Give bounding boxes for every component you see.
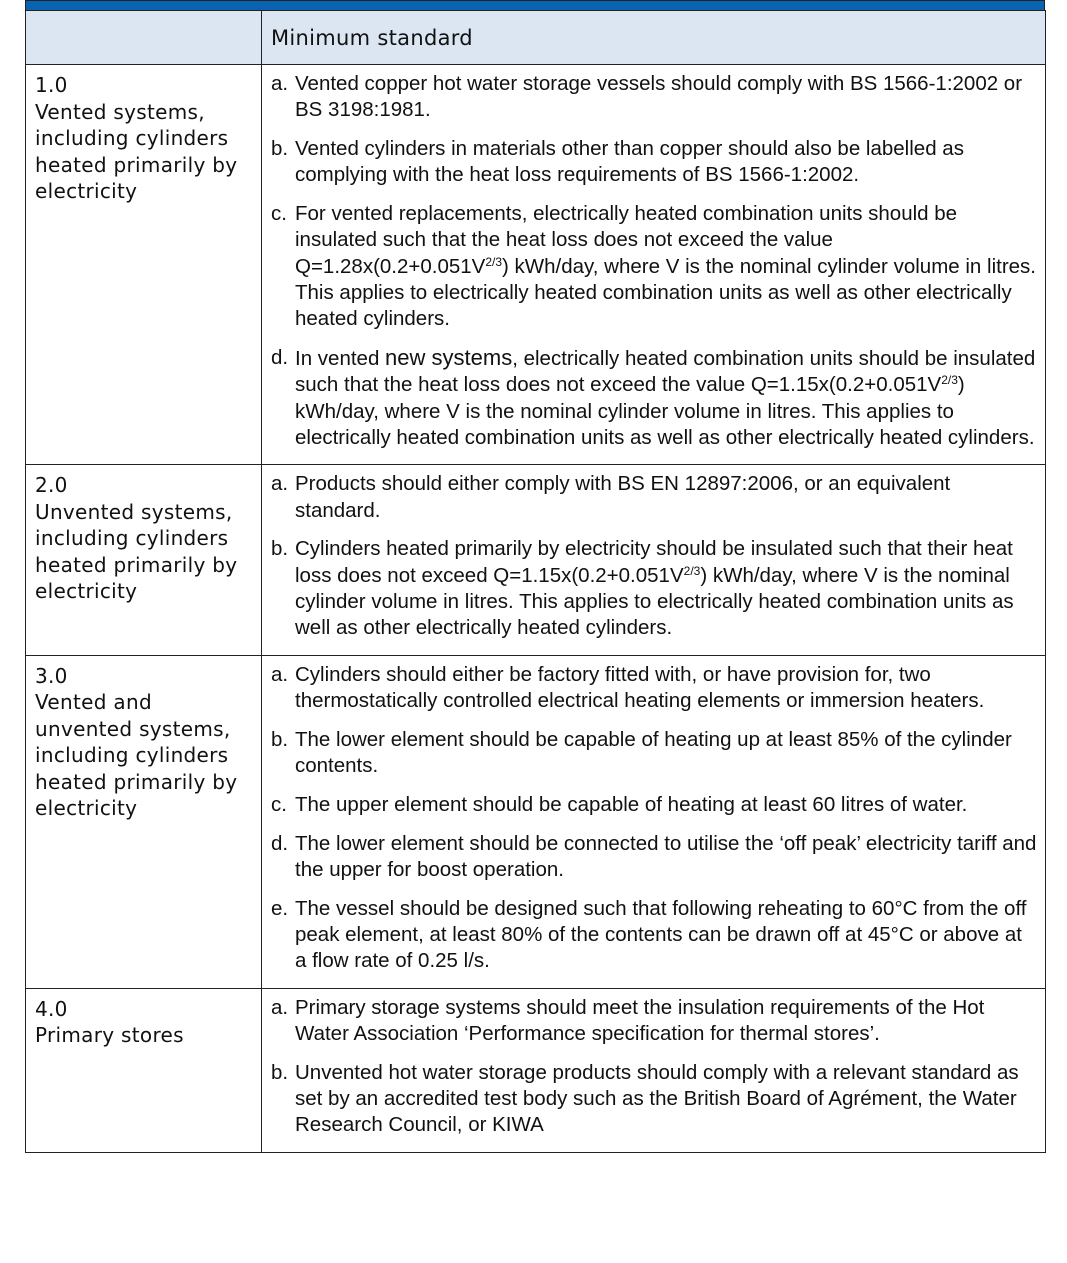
exponent: 2/3: [941, 373, 958, 388]
exponent: 2/3: [683, 563, 701, 578]
header-label: Minimum standard: [271, 25, 473, 50]
requirements-cell: [262, 988, 1046, 1152]
item-text-pre: Cylinders heated primarily by electricity should be insulated such that their heat loss does not exceed Q=1.15x(0.2+0.051V: [295, 537, 1013, 587]
item-text: [295, 345, 1037, 451]
list-item: [271, 536, 1037, 641]
item-letter: b.: [271, 137, 289, 161]
table-row: [26, 465, 1046, 655]
section-cell: [26, 465, 262, 655]
item-text: The lower element should be connected to utilise the ‘off peak’ electricity tariff and the upper for boost operation.: [295, 831, 1037, 881]
list-item: [271, 471, 1037, 524]
item-text: Cylinders should either be factory fitted with, or have provision for, two thermostatically controlled electrical heating elements or immersion heaters.: [295, 662, 985, 712]
item-text: The lower element should be capable of heating up at least 85% of the cylinder contents.: [295, 727, 1012, 778]
header-blank-cell: [26, 11, 262, 65]
item-letter: b.: [271, 727, 289, 751]
requirements-cell: [262, 65, 1046, 465]
table-row: [26, 655, 1046, 988]
section-title: Vented and unvented systems, including cylinders heated primarily by electricity: [35, 690, 238, 821]
header-minimum-standard: [262, 11, 1046, 65]
item-letter: a.: [271, 995, 289, 1019]
list-item: [271, 831, 1037, 884]
list-item: [271, 727, 1037, 780]
item-text: The upper element should be capable of heating at least 60 litres of water.: [295, 792, 968, 816]
requirements-cell: [262, 465, 1046, 655]
exponent: 2/3: [485, 254, 503, 269]
section-number: 1.0: [35, 73, 68, 97]
item-text: Products should either comply with BS EN 12897:2006, or an equivalent standard.: [295, 472, 951, 522]
table-row: [26, 988, 1046, 1152]
list-item: [271, 662, 1037, 715]
list-item: [271, 792, 1037, 818]
section-number: 3.0: [35, 663, 68, 688]
section-number: 2.0: [35, 473, 68, 498]
table-top-bar: [25, 0, 1045, 10]
item-text-post: ) kWh/day, where V is the nominal cylinder volume in litres. This applies to electrically heated combination units as well as other electrically heated cylinders.: [295, 563, 1014, 640]
item-text-post: ) kWh/day, where V is the nominal cylinder volume in litres. This applies to electrically heated combination units as well as other electrically heated cylinders.: [295, 254, 1036, 331]
table-row: [26, 65, 1046, 465]
list-item: [271, 995, 1037, 1048]
item-letter: a.: [271, 472, 289, 496]
item-text: [295, 201, 1037, 332]
item-text-pre: For vented replacements, electrically heated combination units should be insulated such that the heat loss does not exceed the value Q=1.28x(0.2+0.051V: [295, 202, 958, 278]
item-letter: b.: [271, 1060, 289, 1084]
item-text: Primary storage systems should meet the insulation requirements of the Hot Water Association ‘Performance specification for thermal stores’.: [295, 995, 985, 1045]
table-header-row: [26, 11, 1046, 65]
item-text: The vessel should be designed such that following reheating to 60°C from the off peak element, at least 80% of the contents can be drawn off at 45°C or above at a flow rate of 0.25 l/s.: [295, 896, 1027, 973]
item-letter: b.: [271, 537, 289, 561]
item-text: Vented copper hot water storage vessels should comply with BS 1566-1:2002 or BS 3198:1981.: [295, 72, 1023, 122]
section-number: 4.0: [35, 996, 68, 1021]
item-text: Vented cylinders in materials other than copper should also be labelled as complying with the heat loss requirements of BS 1566-1:2002.: [295, 137, 964, 187]
item-text-pre: , electrically heated combination units should be insulated such that the heat loss does not exceed the value Q=1.15x(0.2+0.051V: [295, 347, 1036, 397]
item-text: Unvented hot water storage products should comply with a relevant standard as set by an accredited test body such as the British Board of Agrément, the Water Research Council, or KIWA: [295, 1060, 1019, 1137]
section-cell: [26, 655, 262, 988]
section-title: Unvented systems, including cylinders heated primarily by electricity: [35, 499, 238, 604]
list-item: [271, 1060, 1037, 1139]
list-item: [271, 345, 1037, 451]
item-text-emphasis: new systems: [385, 345, 513, 371]
requirements-cell: [262, 655, 1046, 988]
item-letter: d.: [271, 831, 289, 855]
list-item: [271, 71, 1037, 124]
item-letter: e.: [271, 896, 289, 920]
item-text-post: ) kWh/day, where V is the nominal cylinder volume in litres. This applies to electrically heated combination units as well as other electrically heated cylinders.: [295, 373, 1035, 450]
list-item: [271, 136, 1037, 189]
section-cell: [26, 988, 262, 1152]
item-letter: a.: [271, 662, 289, 686]
item-letter: c.: [271, 792, 287, 816]
list-item: [271, 201, 1037, 332]
list-item: [271, 896, 1037, 975]
section-cell: [26, 65, 262, 465]
item-text: [295, 536, 1037, 641]
section-title: Primary stores: [35, 1023, 184, 1048]
item-letter: a.: [271, 72, 289, 95]
item-letter: c.: [271, 202, 287, 226]
item-letter: d.: [271, 346, 289, 370]
standards-table-container: [25, 0, 1045, 1153]
section-title: Vented systems, including cylinders heated primarily by electricity: [35, 99, 238, 203]
standards-table: [25, 10, 1046, 1153]
item-text-lead: In vented: [295, 347, 386, 371]
